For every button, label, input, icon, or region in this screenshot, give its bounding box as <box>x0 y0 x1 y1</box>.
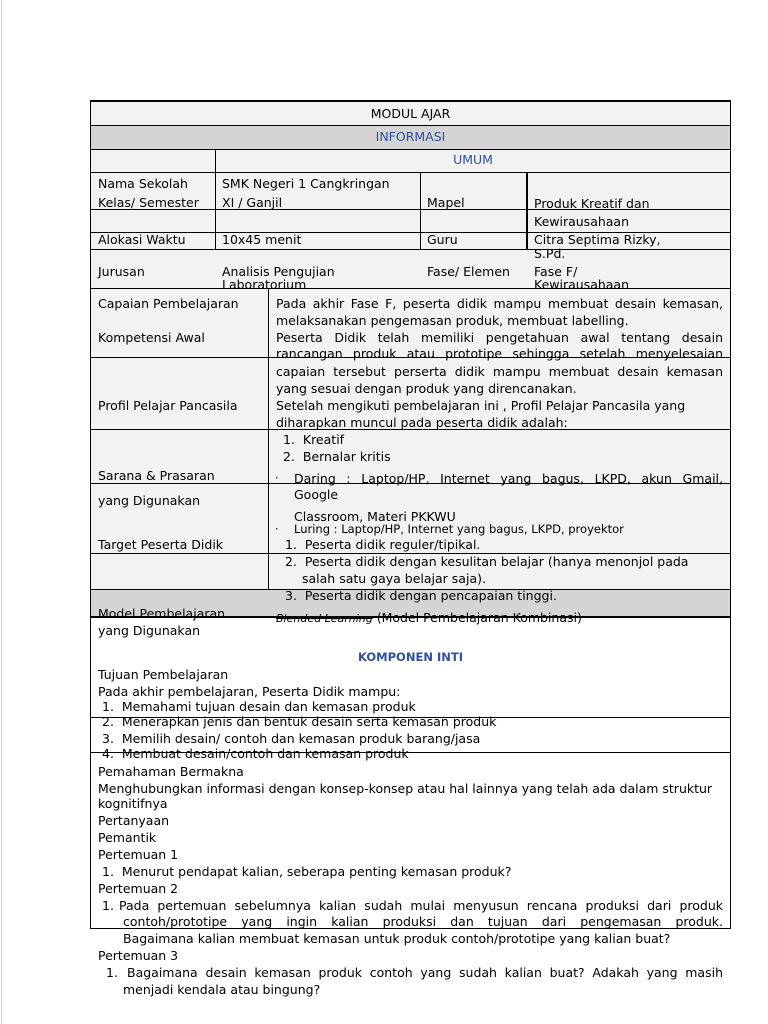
luring-text: Luring : Laptop/HP, Internet yang bagus, LKPD, proyektor <box>294 522 624 536</box>
bullet: · <box>275 522 279 536</box>
pemahaman-text: kognitifnya <box>98 796 168 811</box>
list-item: 1. Menurut pendapat kalian, seberapa penting kemasan produk? <box>102 864 512 879</box>
col-divider <box>526 172 528 249</box>
pertemuan-2-label: Pertemuan 2 <box>98 881 179 896</box>
subject-label: Mapel <box>427 195 465 210</box>
pertemuan-2-text: Bagaimana kalian membuat kemasan untuk produk contoh/prototipe yang kalian buat? <box>123 931 671 946</box>
col-divider <box>420 172 421 249</box>
target-label: Target Peserta Didik <box>98 537 224 552</box>
bullet: · <box>275 471 279 485</box>
sarana-label: Sarana & Prasaran <box>98 468 215 483</box>
table-rule <box>90 125 731 126</box>
profil-text: diharapkan muncul pada peserta didik adalah: <box>276 415 568 430</box>
table-border-left <box>90 100 91 929</box>
pemahaman-text: Menghubungkan informasi dengan konsep-konsep atau hal lainnya yang telah ada dalam struktur <box>98 781 713 796</box>
major-label: Jurusan <box>98 264 145 279</box>
list-item: 4. Membuat desain/contoh dan kemasan produk <box>102 746 409 761</box>
list-item: 1. Memahami tujuan desain dan kemasan produk <box>102 699 416 714</box>
time-value: 10x45 menit <box>222 232 302 247</box>
module-title: MODUL AJAR <box>370 106 451 121</box>
phase-value-cont: Kewirausahaan <box>534 277 630 292</box>
list-item: 1. <box>106 965 118 980</box>
capaian-text: melaksanakan pengemasan produk, membuat labelling. <box>276 313 629 328</box>
col-divider <box>268 288 269 589</box>
tujuan-label: Tujuan Pembelajaran <box>98 667 229 682</box>
pemahaman-label: Pemahaman Bermakna <box>98 764 244 779</box>
list-item: 3. Memilih desain/ contoh dan kemasan produk barang/jasa <box>102 731 481 746</box>
pertemuan-3-text: menjadi kendala atau bingung? <box>123 982 321 997</box>
list-item: 1. Kreatif <box>283 432 345 447</box>
model-value: Blended Learning (Model Pembelajaran Kombinasi) <box>276 610 582 625</box>
teacher-value: Citra Septima Rizky, <box>534 232 661 247</box>
table-rule <box>90 149 731 150</box>
table-rule <box>90 249 731 250</box>
subsection-title: UMUM <box>453 152 493 167</box>
school-label: Nama Sekolah <box>98 176 188 191</box>
pemantik-label: Pemantik <box>98 830 157 845</box>
profil-label: Profil Pelajar Pancasila <box>98 398 238 413</box>
capaian-text: Pada akhir Fase F, peserta didik mampu membuat desain kemasan, <box>276 296 723 311</box>
list-item: 1. Peserta didik reguler/tipikal. <box>285 537 481 552</box>
kompetensi-label: Kompetensi Awal <box>98 330 205 345</box>
kompetensi-text: rancangan produk atau prototipe sehingga setelah menyelesaian <box>276 346 723 361</box>
model-label-cont: yang Digunakan <box>98 623 201 638</box>
daring-text: Google <box>294 487 339 502</box>
list-item: 2. Peserta didik dengan kesulitan belajar (hanya menonjol pada <box>285 554 689 569</box>
list-item: 1. <box>102 898 114 913</box>
teacher-value-cont: S.Pd. <box>534 246 566 261</box>
major-value: Analisis Pengujian <box>222 264 335 279</box>
komponen-inti-heading: KOMPONEN INTI <box>358 650 463 664</box>
pertemuan-2-text: Pada pertemuan sebelumnya kalian sudah mulai menyusun rencana produksi dari produk <box>119 898 723 913</box>
subject-value-cont: Kewirausahaan <box>534 214 630 229</box>
pertanyaan-label: Pertanyaan <box>98 813 170 828</box>
kompetensi-text: capaian tersebut perserta didik mampu membuat desain kemasan <box>276 364 723 379</box>
tujuan-intro: Pada akhir pembelajaran, Peserta Didik mampu: <box>98 684 401 699</box>
model-label: Model Pembelajaran <box>98 606 226 621</box>
table-rule <box>90 172 731 173</box>
daring-text: Daring : Laptop/HP, Internet yang bagus, LKPD, akun Gmail, <box>294 471 723 486</box>
daring-text: Classroom, Materi PKKWU <box>294 509 456 524</box>
kompetensi-text: Peserta Didik telah memiliki pengetahuan awal tentang desain <box>276 330 723 345</box>
sarana-label-cont: yang Digunakan <box>98 493 201 508</box>
table-border-right <box>730 100 731 929</box>
class-value: XI / Ganjil <box>222 195 283 210</box>
pertemuan-1-label: Pertemuan 1 <box>98 847 179 862</box>
page-edge <box>1 0 2 1024</box>
table-border-top <box>90 100 731 102</box>
phase-label: Fase/ Elemen <box>427 264 510 279</box>
subject-value: Produk Kreatif dan <box>534 196 650 211</box>
table-rule <box>90 288 731 289</box>
list-item: 2. Bernalar kritis <box>283 449 391 464</box>
time-label: Alokasi Waktu <box>98 232 186 247</box>
pertemuan-3-label: Pertemuan 3 <box>98 948 179 963</box>
list-item: 2. Menerapkan jenis dan bentuk desain serta kemasan produk <box>102 714 497 729</box>
pertemuan-2-text: contoh/prototipe yang ingin kalian produksi dan tujuan dari pengemasan produk. <box>123 914 723 929</box>
major-value-cont: Laboratorium <box>222 277 307 292</box>
section-title: INFORMASI <box>375 129 446 144</box>
phase-value: Fase F/ <box>534 264 578 279</box>
capaian-label: Capaian Pembelajaran <box>98 296 239 311</box>
kompetensi-text: yang sesuai dengan produk yang direncanakan. <box>276 381 577 396</box>
school-value: SMK Negeri 1 Cangkringan <box>222 176 390 191</box>
class-label: Kelas/ Semester <box>98 195 199 210</box>
list-item: 3. Peserta didik dengan pencapaian tinggi. <box>285 588 557 603</box>
teacher-label: Guru <box>427 232 458 247</box>
pertemuan-3-text: Bagaimana desain kemasan produk contoh yang sudah kalian buat? Adakah yang masih <box>127 965 723 980</box>
profil-text: Setelah mengikuti pembelajaran ini , Profil Pelajar Pancasila yang <box>276 398 686 413</box>
list-item-cont: salah satu gaya belajar saja). <box>302 571 486 586</box>
